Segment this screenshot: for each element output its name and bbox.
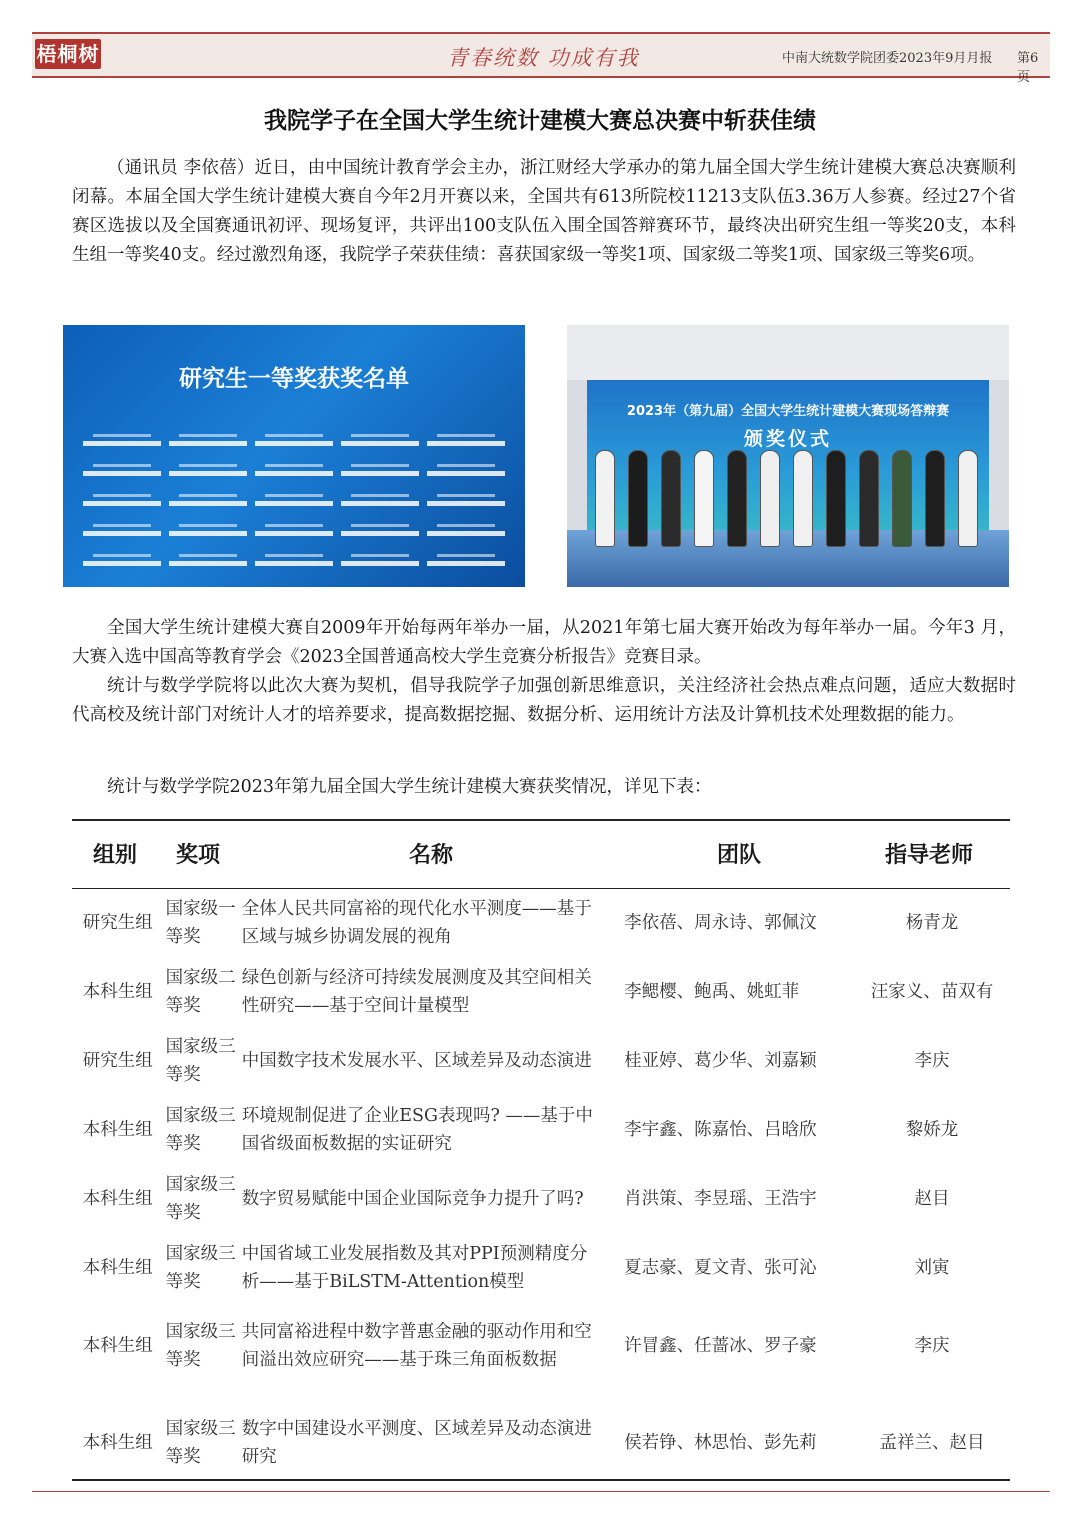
title-cell: 共同富裕进程中数字普惠金融的驱动作用和空间溢出效应研究——基于珠三角面板数据: [241, 1322, 592, 1370]
screen-headline: 2023年（第九届）全国大学生统计建模大赛现场答辩赛: [626, 404, 950, 419]
title-cell: 环境规制促进了企业ESG表现吗? ——基于中国省级面板数据的实证研究: [241, 1106, 593, 1154]
group-cell: 本科生组: [82, 1189, 153, 1209]
award-list-entry: [337, 485, 423, 515]
advisor-cell: 李庆: [914, 1051, 950, 1071]
header-group: 组别: [93, 843, 138, 868]
paragraph-table-intro: 统计与数学学院2023年第九届全国大学生统计建模大赛获奖情况，详见下表：: [107, 777, 712, 797]
team-cell: 桂亚婷、葛少华、刘嘉颖: [624, 1051, 817, 1071]
table-top-rule: [72, 819, 1010, 821]
table-row: [72, 1171, 1010, 1227]
group-cell: 本科生组: [82, 1336, 153, 1356]
paragraph-intro: （通讯员 李依蓓）近日，由中国统计教育学会主办，浙江财经大学承办的第九届全国大学生统计建模大赛总决赛顺利闭幕。本届全国大学生统计建模大赛自今年2月开赛以来，全国共有613所院校11213支队伍3.36万人参赛。经过27个省赛区选拔以及全国赛通讯初评、现场复评，共评出100支队伍入围全国答辩赛环节，最终决出研究生组一等奖20支，本科生组一等奖40支。经过激烈角逐，我院学子荣获佳绩：喜获国家级一等奖1项、国家级二等奖1项、国家级三等奖6项。: [72, 158, 1016, 265]
group-cell: 研究生组: [82, 913, 153, 933]
award-list-entry: [337, 455, 423, 485]
award-cell: 国家级二等奖: [165, 968, 236, 1016]
team-cell: 许冒鑫、任蔷冰、罗子豪: [624, 1336, 817, 1356]
award-list-entry: [423, 485, 509, 515]
award-list-entry: [251, 485, 337, 515]
team-cell: 李依蓓、周永诗、郭佩汶: [624, 913, 817, 933]
page-number: 第6页: [1017, 51, 1039, 85]
award-list-entry: [423, 545, 509, 575]
team-cell: 李宇鑫、陈嘉怡、吕晗欣: [624, 1120, 817, 1140]
award-winner: [892, 450, 912, 547]
award-list-entry: [79, 425, 165, 455]
title-cell: 数字贸易赋能中国企业国际竞争力提升了吗?: [241, 1189, 584, 1209]
award-list-entry: [337, 515, 423, 545]
award-winner: [694, 450, 714, 547]
award-list-entry: [79, 455, 165, 485]
table-header-rule: [72, 888, 1010, 889]
group-cell: 本科生组: [82, 1258, 153, 1278]
title-cell: 绿色创新与经济可持续发展测度及其空间相关性研究——基于空间计量模型: [241, 968, 592, 1016]
team-cell: 夏志豪、夏文青、张可沁: [624, 1258, 817, 1278]
award-list-entry: [79, 515, 165, 545]
award-list-entry: [165, 425, 251, 455]
advisor-cell: 孟祥兰、赵目: [879, 1433, 985, 1453]
masthead-logo: 梧桐树: [35, 39, 101, 69]
table-row: [72, 1415, 1010, 1471]
award-list-entry: [165, 455, 251, 485]
award-winner: [760, 450, 780, 547]
footer-rule: [32, 1491, 1050, 1492]
award-winner: [793, 450, 813, 547]
award-cell: 国家级三等奖: [165, 1244, 236, 1292]
award-list-entry: [251, 515, 337, 545]
header-award: 奖项: [176, 843, 221, 868]
paragraph-outlook: 统计与数学学院将以此次大赛为契机，倡导我院学子加强创新思维意识，关注经济社会热点难点问题，适应大数据时代高校及统计部门对统计人才的培养要求，提高数据挖掘、数据分析、运用统计方法及计算机技术处理数据的能力。: [72, 676, 1016, 725]
table-row: [72, 1318, 1010, 1374]
issue-label: 中南大统数学院团委2023年9月月报: [782, 51, 993, 66]
title-cell: 中国数字技术发展水平、区域差异及动态演进: [241, 1051, 592, 1071]
award-winner: [958, 450, 978, 547]
award-list-entry: [165, 515, 251, 545]
award-cell: 国家级三等奖: [165, 1419, 236, 1467]
award-list-entry: [79, 485, 165, 515]
award-list-photo-title: 研究生一等奖获奖名单: [179, 366, 409, 392]
award-cell: 国家级三等奖: [165, 1175, 236, 1223]
team-cell: 李鳃樱、鲍禹、姚虹菲: [624, 982, 800, 1002]
award-list-entry: [337, 425, 423, 455]
page-header: [32, 32, 1050, 85]
paragraph-history: 全国大学生统计建模大赛自2009年开始每两年举办一届，从2021年第七届大赛开始改为每年举办一届。今年3 月，大赛入选中国高等教育学会《2023全国普通高校大学生竞赛分析报告》竞赛目录。: [72, 618, 1016, 667]
ceremony-photo: [567, 325, 1009, 587]
award-list-entry: [251, 455, 337, 485]
advisor-cell: 李庆: [914, 1336, 950, 1356]
table-row: [72, 1033, 1010, 1089]
award-cell: 国家级三等奖: [165, 1106, 236, 1154]
award-winner: [859, 450, 879, 547]
screen-ceremony-title: 颁奖仪式: [743, 428, 832, 450]
group-cell: 本科生组: [82, 1120, 153, 1140]
header-title: 名称: [409, 843, 454, 868]
title-cell: 全体人民共同富裕的现代化水平测度——基于区域与城乡协调发展的视角: [241, 899, 592, 947]
award-list-entry: [165, 545, 251, 575]
advisor-cell: 杨青龙: [905, 913, 959, 933]
table-row: [72, 1240, 1010, 1296]
award-list-entry: [165, 485, 251, 515]
table-row: [72, 1102, 1010, 1158]
table-row: [72, 895, 1010, 951]
award-cell: 国家级一等奖: [165, 899, 236, 947]
award-list-entry: [337, 545, 423, 575]
award-winner: [595, 450, 615, 547]
advisor-cell: 黎娇龙: [905, 1120, 959, 1140]
award-winner: [727, 450, 747, 547]
advisor-cell: 刘寅: [914, 1258, 950, 1278]
header-advisor: 指导老师: [885, 843, 974, 868]
award-list-entry: [423, 455, 509, 485]
award-list-photo: [63, 325, 525, 587]
header-slogan: 青春统数 功成有我: [447, 46, 640, 70]
award-list-grid: [79, 425, 509, 575]
header-team: 团队: [717, 843, 762, 868]
group-cell: 本科生组: [82, 1433, 153, 1453]
award-winner: [925, 450, 945, 547]
group-cell: 本科生组: [82, 982, 153, 1002]
advisor-cell: 汪家义、苗双有: [870, 982, 994, 1002]
article-title: 我院学子在全国大学生统计建模大赛总决赛中斩获佳绩: [264, 108, 816, 134]
award-winner: [661, 450, 681, 547]
advisor-cell: 赵目: [914, 1189, 950, 1209]
team-cell: 肖洪策、李昱瑶、王浩宇: [624, 1189, 817, 1209]
award-list-entry: [423, 515, 509, 545]
table-bottom-rule: [72, 1479, 1010, 1481]
team-cell: 侯若铮、林思怡、彭先莉: [624, 1433, 817, 1453]
title-cell: 中国省域工业发展指数及其对PPI预测精度分析——基于BiLSTM-Attention模型: [241, 1244, 588, 1292]
award-list-entry: [251, 425, 337, 455]
award-winner: [826, 450, 846, 547]
award-winner: [628, 450, 648, 547]
group-cell: 研究生组: [82, 1051, 153, 1071]
title-cell: 数字中国建设水平测度、区域差异及动态演进研究: [241, 1419, 592, 1467]
ceiling: [567, 325, 1009, 380]
award-list-entry: [251, 545, 337, 575]
award-list-entry: [79, 545, 165, 575]
award-cell: 国家级三等奖: [165, 1322, 236, 1370]
table-row: [72, 964, 1010, 1020]
award-cell: 国家级三等奖: [165, 1037, 236, 1085]
award-list-entry: [423, 425, 509, 455]
